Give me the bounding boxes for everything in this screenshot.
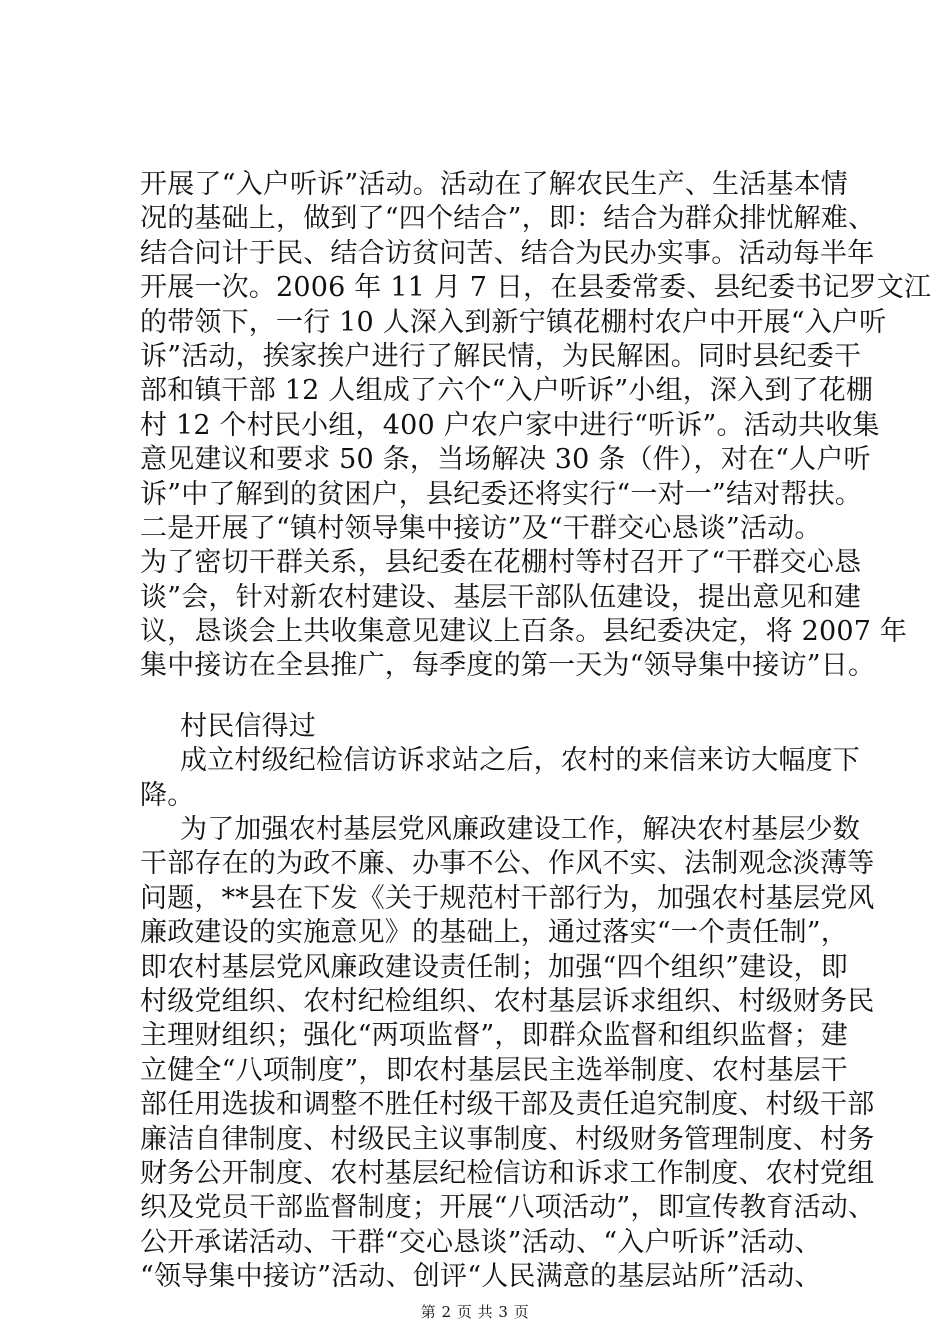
text-line: 成立村级纪检信访诉求站之后，农村的来信来访大幅度下 <box>180 745 860 777</box>
text-line: 立健全“八项制度”，即农村基层民主选举制度、农村基层干 <box>140 1054 849 1086</box>
text-line: 开展一次。2006 年 11 月 7 日，在县委常委、县纪委书记罗文江 <box>140 272 932 304</box>
text-line: 二是开展了“镇村领导集中接访”及“干群交心恳谈”活动。 <box>140 512 822 544</box>
paragraph-measures <box>140 813 876 1294</box>
text-line: 公开承诺活动、干群“交心恳谈”活动、“入户听诉”活动、 <box>140 1226 822 1258</box>
text-line: 的带领下，一行 10 人深入到新宁镇花棚村农户中开展“入户听 <box>140 306 887 338</box>
text-line: 意见建议和要求 50 条，当场解决 30 条（件），对在“人户听 <box>140 444 871 476</box>
text-line: 诉”中了解到的贫困户，县纪委还将实行“一对一”结对帮扶。 <box>140 478 863 510</box>
text-line: 问题，**县在下发《关于规范村干部行为，加强农村基层党风 <box>140 882 875 914</box>
text-line: 为了密切干群关系，县纪委在花棚村等村召开了“干群交心恳 <box>140 547 862 579</box>
text-line: 议，恳谈会上共收集意见建议上百条。县纪委决定，将 2007 年 <box>140 616 908 648</box>
text-line: 即农村基层党风廉政建设责任制；加强“四个组织”建设，即 <box>140 951 849 983</box>
document-body <box>140 168 932 1295</box>
text-line: 织及党员干部监督制度；开展“八项活动”，即宣传教育活动、 <box>140 1192 876 1224</box>
paragraph-activities <box>140 168 932 684</box>
text-line: 诉”活动，挨家挨户进行了解民情，为民解困。同时县纪委干 <box>140 340 862 372</box>
section-heading: 村民信得过 <box>180 710 316 742</box>
text-line: 村级党组织、农村纪检组织、农村基层诉求组织、村级财务民 <box>140 985 875 1017</box>
text-line: 况的基础上，做到了“四个结合”，即：结合为群众排忧解难、 <box>140 203 876 235</box>
text-line: 为了加强农村基层党风廉政建设工作，解决农村基层少数 <box>180 814 860 846</box>
text-line: “领导集中接访”活动、创评“人民满意的基层站所”活动、 <box>140 1261 822 1293</box>
text-line: 降。 <box>140 779 195 811</box>
text-line: 村 12 个村民小组，400 户农户家中进行“听诉”。活动共收集 <box>140 409 880 441</box>
text-line: 集中接访在全县推广，每季度的第一天为“领导集中接访”日。 <box>140 650 876 682</box>
text-line: 主理财组织；强化“两项监督”，即群众监督和组织监督；建 <box>140 1020 849 1052</box>
page-number-footer: 第 2 页 共 3 页 <box>420 1303 530 1321</box>
text-line: 部任用选拔和调整不胜任村级干部及责任追究制度、村级干部 <box>140 1089 875 1121</box>
text-line: 部和镇干部 12 人组成了六个“入户听诉”小组，深入到了花棚 <box>140 375 874 407</box>
text-line: 开展了“入户听诉”活动。活动在了解农民生产、生活基本情 <box>140 169 849 200</box>
text-line: 廉政建设的实施意见》的基础上，通过落实“一个责任制”， <box>140 917 849 949</box>
paragraph-petitions <box>140 744 860 813</box>
text-line: 谈”会，针对新农村建设、基层干部队伍建设，提出意见和建 <box>140 581 862 613</box>
text-line: 廉洁自律制度、村级民主议事制度、村级财务管理制度、村务 <box>140 1123 875 1155</box>
paragraph-spacer <box>140 684 840 710</box>
text-line: 干部存在的为政不廉、办事不公、作风不实、法制观念淡薄等 <box>140 848 875 880</box>
text-line: 财务公开制度、农村基层纪检信访和诉求工作制度、农村党组 <box>140 1157 875 1189</box>
text-line: 结合问计于民、结合访贫问苦、结合为民办实事。活动每半年 <box>140 237 875 269</box>
